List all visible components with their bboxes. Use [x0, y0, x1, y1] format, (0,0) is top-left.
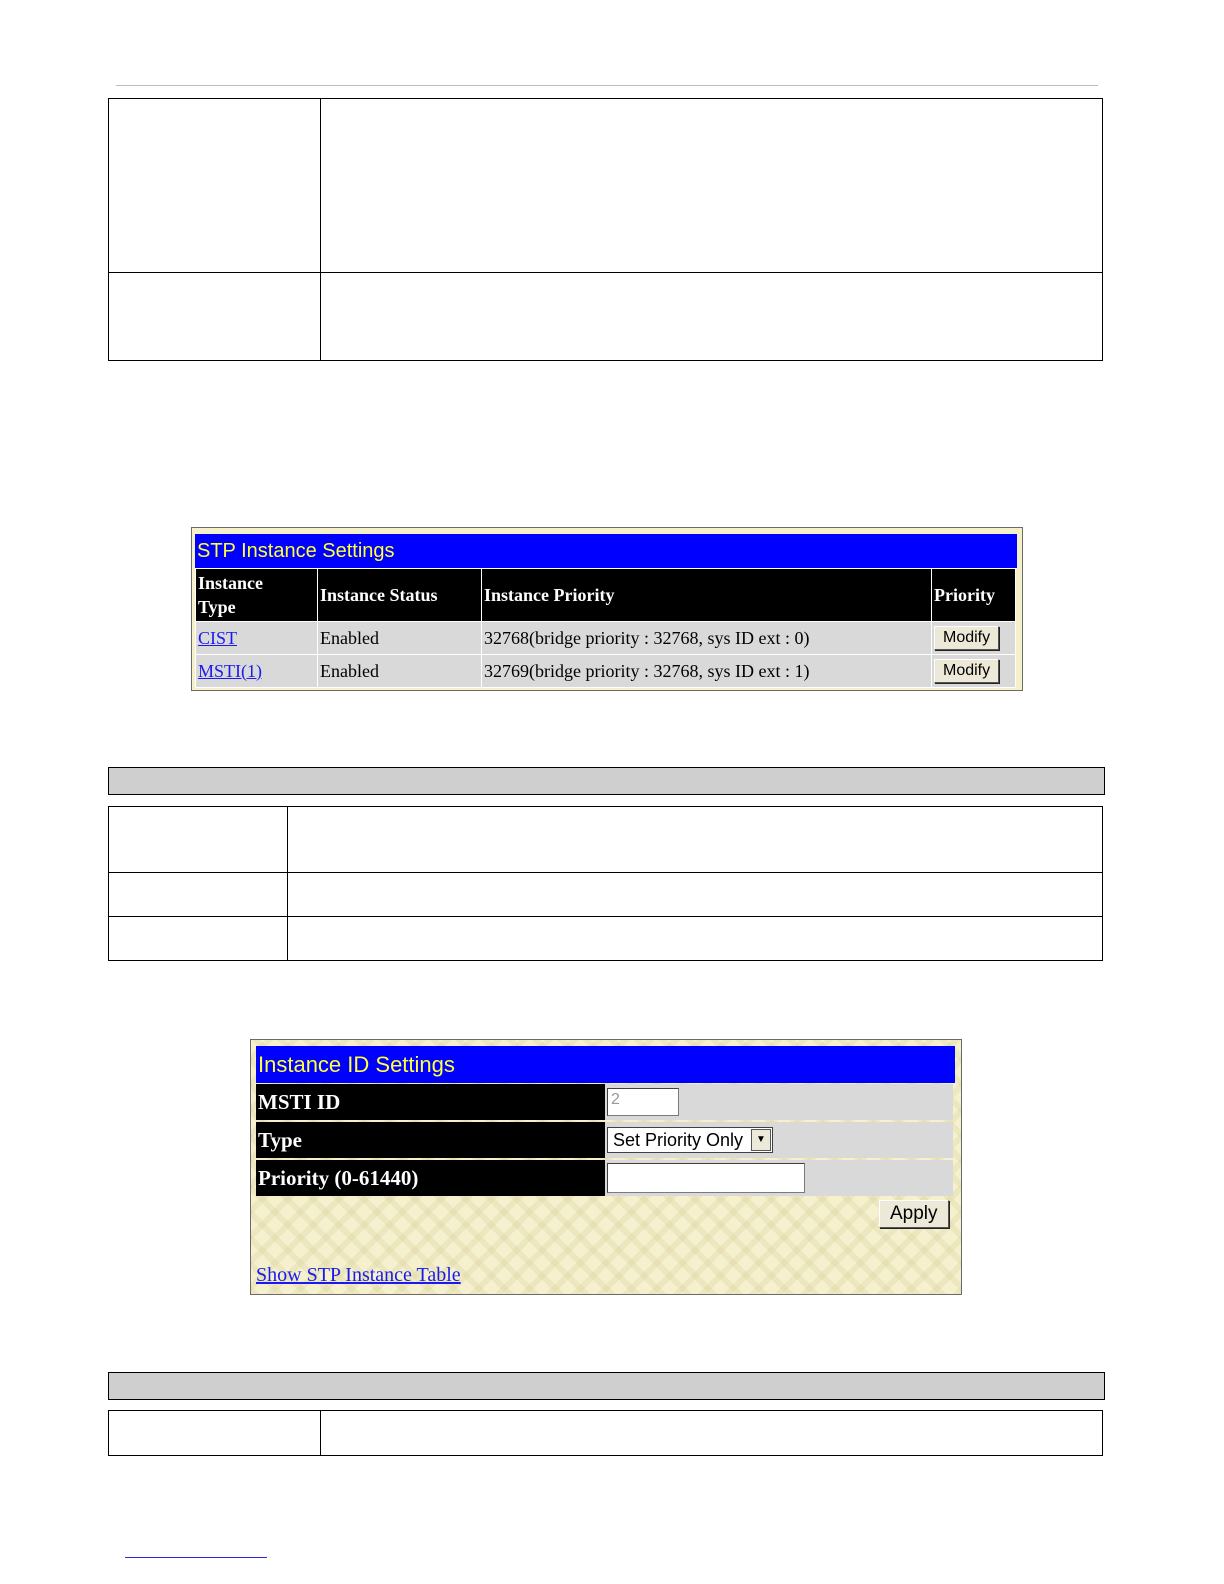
type-cell — [605, 1122, 953, 1158]
msti-id-cell — [605, 1084, 953, 1120]
msti-id-input[interactable]: 2 — [607, 1088, 679, 1116]
section-bar — [108, 1372, 1105, 1400]
stp-instance-settings-title: STP Instance Settings — [195, 534, 1017, 568]
footer-link-underline — [125, 1557, 267, 1558]
instance-status: Enabled — [318, 622, 482, 655]
priority-input[interactable] — [607, 1163, 805, 1193]
instance-type-link-cist[interactable]: CIST — [198, 627, 238, 648]
column-header-priority: Priority — [932, 569, 1016, 622]
doc-cell — [321, 1411, 1103, 1456]
apply-button[interactable]: Apply — [879, 1200, 949, 1228]
priority-cell — [605, 1160, 953, 1196]
doc-cell — [321, 273, 1103, 361]
priority-label: Priority (0-61440) — [256, 1160, 606, 1196]
doc-table-middle — [108, 806, 1103, 961]
instance-id-settings-panel — [250, 1039, 962, 1295]
doc-cell — [288, 807, 1103, 873]
instance-priority: 32768(bridge priority : 32768, sys ID ext : 0) — [482, 622, 932, 655]
stp-instance-settings-panel — [191, 527, 1023, 691]
header-line: Type — [198, 597, 236, 617]
show-stp-instance-table-link[interactable]: Show STP Instance Table — [256, 1264, 461, 1286]
doc-cell — [109, 917, 288, 961]
msti-id-label: MSTI ID — [256, 1084, 606, 1120]
doc-cell — [288, 873, 1103, 917]
doc-cell — [109, 873, 288, 917]
doc-cell — [109, 273, 321, 361]
type-label: Type — [256, 1122, 606, 1158]
stp-instance-table — [195, 568, 1016, 688]
instance-priority: 32769(bridge priority : 32768, sys ID ext : 1) — [482, 655, 932, 688]
instance-status: Enabled — [318, 655, 482, 688]
chevron-down-icon[interactable]: ▼ — [751, 1129, 771, 1151]
type-select-value: Set Priority Only — [613, 1130, 744, 1150]
doc-cell — [109, 807, 288, 873]
modify-button[interactable]: Modify — [934, 659, 999, 683]
section-bar — [108, 767, 1105, 795]
instance-type-link-msti-1[interactable]: MSTI(1) — [198, 660, 262, 681]
column-header-instance-status: Instance Status — [318, 569, 482, 622]
column-header-instance-type — [196, 569, 318, 622]
doc-table-bottom — [108, 1410, 1103, 1456]
doc-cell — [321, 99, 1103, 273]
page-header-rule — [116, 85, 1098, 86]
instance-id-settings-title: Instance ID Settings — [256, 1046, 955, 1083]
doc-cell — [288, 917, 1103, 961]
doc-table-top — [108, 98, 1103, 361]
doc-cell — [109, 99, 321, 273]
table-row — [196, 655, 1016, 688]
modify-button[interactable]: Modify — [934, 626, 999, 650]
header-line: Instance — [198, 573, 264, 593]
column-header-instance-priority: Instance Priority — [482, 569, 932, 622]
table-row — [196, 622, 1016, 655]
doc-cell — [109, 1411, 321, 1456]
type-select[interactable] — [607, 1127, 773, 1153]
